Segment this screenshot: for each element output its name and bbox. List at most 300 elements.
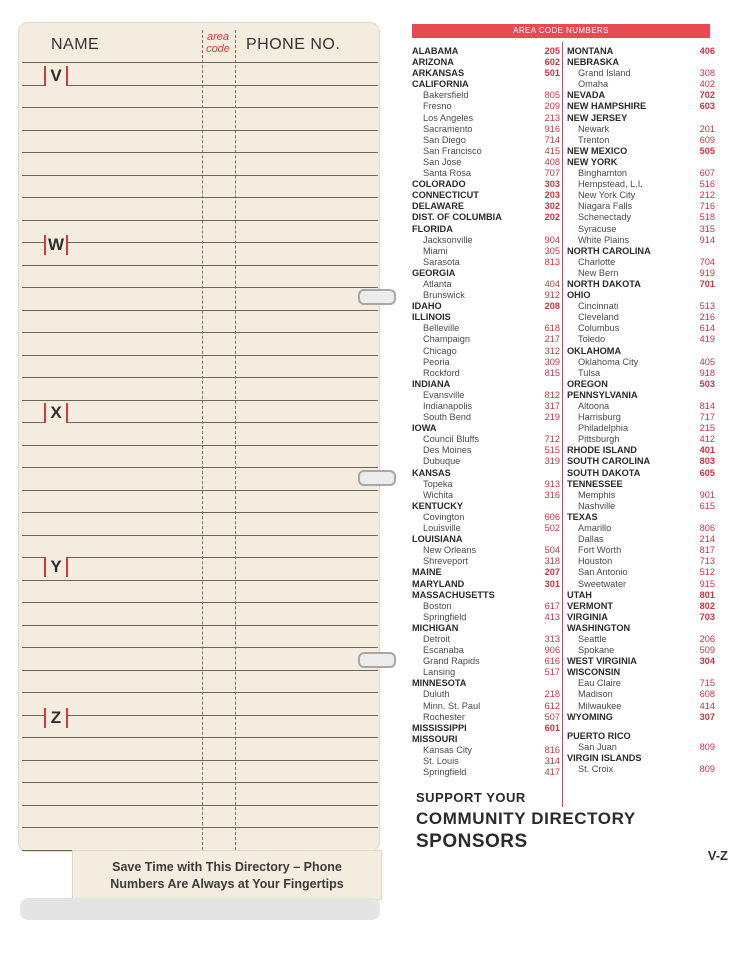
state-entry [567,456,715,467]
slogan [73,859,381,893]
state-entry [567,246,715,257]
city-entry [567,368,715,379]
state-entry [412,57,560,68]
state-name: OHIO [567,290,591,301]
area-code: 703 [699,611,715,622]
city-entry [412,701,560,712]
city-name: Grand Island [578,68,631,79]
city-entry [412,390,560,401]
area-code: 417 [544,767,560,778]
city-name: Madison [578,689,613,700]
state-entry [412,678,560,689]
city-name: Dubuque [423,456,461,467]
state-name: IOWA [412,423,437,434]
state-name: NORTH CAROLINA [567,245,651,256]
city-name: Shreveport [423,556,468,567]
state-name: CALIFORNIA [412,79,469,90]
ruled-line [22,242,378,243]
city-name: Springfield [423,767,467,778]
state-entry [567,479,715,490]
state-name: ALABAMA [412,46,459,56]
letter-tab-v: V [44,66,68,86]
state-entry [412,68,560,79]
area-code: 612 [544,700,560,711]
city-entry [567,190,715,201]
state-name: WYOMING [567,711,613,722]
city-entry [412,412,560,423]
area-code: 512 [699,567,715,578]
area-code: 301 [544,578,560,589]
state-entry [412,301,560,312]
city-name: Cincinnati [578,301,619,312]
letter-tab-x: X [44,403,68,423]
city-entry [567,490,715,501]
state-entry [412,734,560,745]
ruled-line [22,512,378,513]
area-code: 317 [544,401,560,411]
city-entry [412,689,560,700]
area-code: 207 [544,567,560,578]
state-name: NEBRASKA [567,57,620,68]
ruled-line [22,265,378,266]
ruled-line [22,400,378,401]
city-entry [412,257,560,268]
state-entry [412,468,560,479]
city-entry [412,634,560,645]
state-entry [567,113,715,124]
area-code: 318 [544,556,560,567]
area-code: 609 [699,134,715,145]
city-entry [412,323,560,334]
state-name: DIST. OF COLUMBIA [412,212,502,223]
state-name: VIRGINIA [567,611,608,622]
area-code: 809 [699,741,715,752]
city-name: San Antonio [578,567,628,578]
state-name: PENNSYLVANIA [567,389,638,400]
state-entry [412,46,560,57]
state-name: KANSAS [412,467,451,478]
state-name: MISSISSIPPI [412,722,467,733]
city-entry [412,334,560,345]
area-code: 509 [699,645,715,656]
area-code: 218 [544,689,560,700]
ruled-line [22,310,378,311]
state-entry [412,179,560,190]
area-code: 601 [544,722,560,733]
state-name: GEORGIA [412,267,456,278]
city-entry [567,224,715,235]
state-entry [412,379,560,390]
city-name: Houston [578,556,613,567]
city-name: South Bend [423,412,472,423]
area-code: 817 [699,545,715,556]
city-name: White Plains [578,234,630,245]
state-entry [567,390,715,401]
city-entry [567,412,715,423]
city-name: Rochester [423,711,465,722]
city-name: Sacramento [423,123,473,134]
area-code: 813 [544,256,560,267]
state-name: MISSOURI [412,733,458,744]
area-code: 716 [699,201,715,212]
city-name: Omaha [578,79,609,90]
letter-tab-z: Z [44,708,68,728]
city-entry [567,68,715,79]
city-entry [412,645,560,656]
spacer [567,723,715,731]
ruled-line [22,625,378,626]
area-code: 406 [699,46,715,56]
area-code: 616 [544,656,560,667]
city-entry [567,634,715,645]
city-entry [567,742,715,753]
city-entry [412,235,560,246]
city-name: Spokane [578,645,615,656]
city-name: Altoona [578,401,610,411]
city-name: Bakersfield [423,90,469,101]
state-name: UTAH [567,589,592,600]
area-code: 606 [544,511,560,522]
city-entry [412,124,560,135]
area-code: 216 [699,312,715,323]
area-code: 714 [544,134,560,145]
state-entry [412,201,560,212]
area-code: 214 [699,534,715,545]
area-code: 217 [544,334,560,345]
city-entry [412,745,560,756]
city-name: Grand Rapids [423,656,480,667]
state-entry [567,612,715,623]
city-entry [567,334,715,345]
state-name: NEW MEXICO [567,145,628,156]
state-name: CONNECTICUT [412,190,479,201]
state-entry [412,423,560,434]
state-entry [567,146,715,157]
city-name: Cleveland [578,312,619,323]
city-name: Wichita [423,489,454,500]
city-entry [567,434,715,445]
city-name: San Jose [423,156,462,167]
area-code: 904 [544,234,560,245]
area-code: 608 [699,689,715,700]
state-name: IDAHO [412,301,442,312]
city-entry [412,168,560,179]
city-name: Kansas City [423,744,473,755]
city-name: Fresno [423,101,452,112]
state-entry [567,279,715,290]
area-code: 816 [544,744,560,755]
area-code: 918 [699,367,715,378]
ruled-line [22,557,378,558]
city-name: Indianapolis [423,401,473,411]
state-name: PUERTO RICO [567,730,631,741]
area-code: 305 [544,245,560,256]
city-name: Oklahoma City [578,356,639,367]
binder-ring [358,289,396,305]
area-code: 605 [699,467,715,478]
area-code: 312 [544,345,560,356]
area-code: 402 [699,79,715,90]
city-name: Pittsburgh [578,434,620,445]
area-code: 316 [544,489,560,500]
area-code: 517 [544,667,560,678]
slogan-line-1: Save Time with This Directory – Phone [112,860,342,874]
city-entry [412,456,560,467]
city-entry [567,701,715,712]
area-code: 805 [544,90,560,101]
state-name: DELAWARE [412,201,465,212]
state-name: WEST VIRGINIA [567,656,637,667]
area-code: 507 [544,711,560,722]
city-name: Springfield [423,611,467,622]
area-code: 712 [544,434,560,445]
area-code: 408 [544,156,560,167]
state-entry [567,623,715,634]
city-name: Evansville [423,389,465,400]
city-entry [412,290,560,301]
city-entry [567,678,715,689]
section-label: V-Z [707,848,728,863]
area-code: 915 [699,578,715,589]
city-name: Belleville [423,323,460,334]
city-entry [412,545,560,556]
city-name: Boston [423,600,452,611]
area-code: 314 [544,756,560,766]
area-code: 502 [544,523,560,534]
state-name: VIRGIN ISLANDS [567,752,642,763]
area-code-column-left [412,46,560,778]
state-entry [567,753,715,764]
sponsor-notice [416,790,728,863]
city-entry [412,756,560,767]
city-entry [567,323,715,334]
area-code: 404 [544,278,560,289]
area-code: 614 [699,323,715,334]
city-entry [412,90,560,101]
city-entry [412,523,560,534]
area-code: 618 [544,323,560,334]
state-entry [567,346,715,357]
state-entry [412,534,560,545]
city-name: Council Bluffs [423,434,480,445]
ruled-line [22,130,378,131]
state-name: MASSACHUSETTS [412,589,495,600]
city-entry [412,490,560,501]
area-code: 315 [699,223,715,234]
state-entry [412,268,560,279]
city-name: Detroit [423,633,451,644]
area-code: 912 [544,290,560,301]
city-name: Covington [423,511,465,522]
state-name: NEW YORK [567,156,618,167]
area-code: 505 [699,145,715,156]
area-code: 801 [699,589,715,600]
city-name: Fort Worth [578,545,622,556]
column-divider [202,30,203,850]
state-name: MARYLAND [412,578,465,589]
area-code: 515 [544,445,560,456]
ruled-line [22,377,378,378]
state-entry [412,623,560,634]
city-entry [412,113,560,124]
city-entry [412,656,560,667]
state-name: RHODE ISLAND [567,445,637,456]
area-code: 302 [544,201,560,212]
city-entry [567,79,715,90]
state-name: WASHINGTON [567,622,631,633]
ruled-line [22,220,378,221]
area-code: 414 [699,700,715,711]
state-name: MAINE [412,567,442,578]
area-code-column-right [567,46,715,775]
city-entry [412,246,560,257]
state-name: MINNESOTA [412,678,467,689]
area-code: 702 [699,90,715,101]
state-entry [412,590,560,601]
city-entry [567,212,715,223]
card-holder-tray [20,898,380,920]
area-code: 309 [544,356,560,367]
state-name: SOUTH CAROLINA [567,456,651,467]
ruled-line [22,670,378,671]
city-entry [567,235,715,246]
area-code: 303 [544,179,560,190]
ruled-line [22,152,378,153]
city-entry [567,124,715,135]
area-code: 501 [544,68,560,79]
area-code: 701 [699,278,715,289]
city-name: San Diego [423,134,466,145]
city-entry [412,346,560,357]
area-code: 602 [544,57,560,68]
state-name: WISCONSIN [567,667,621,678]
city-entry [412,767,560,778]
ruled-line [22,490,378,491]
area-code: 215 [699,423,715,434]
city-name: Charlotte [578,256,616,267]
state-name: ILLINOIS [412,312,451,323]
ruled-line [22,85,378,86]
area-code: 413 [544,611,560,622]
city-entry [412,667,560,678]
state-name: NORTH DAKOTA [567,278,641,289]
city-entry [567,401,715,412]
city-entry [412,434,560,445]
ruled-line [22,827,378,828]
state-name: NEW HAMPSHIRE [567,101,647,112]
city-entry [412,357,560,368]
state-name: MICHIGAN [412,622,459,633]
city-name: Eau Claire [578,678,621,689]
area-code: 916 [544,123,560,134]
city-name: Lansing [423,667,456,678]
area-code: 704 [699,256,715,267]
city-name: Nashville [578,500,616,511]
area-code: 707 [544,168,560,179]
ruled-line [22,737,378,738]
state-name: TEXAS [567,511,598,522]
city-name: Niagara Falls [578,201,633,212]
state-entry [567,468,715,479]
city-entry [412,601,560,612]
phone-column-header: PHONE NO. [246,36,341,53]
city-entry [412,612,560,623]
city-name: Hempstead, L.I. [578,179,643,190]
directory-card [18,22,380,852]
area-code: 717 [699,412,715,423]
city-entry [567,764,715,775]
area-code: 208 [544,301,560,312]
city-entry [567,545,715,556]
city-entry [567,168,715,179]
state-entry [567,379,715,390]
area-code: 203 [544,190,560,201]
area-code: 713 [699,556,715,567]
state-entry [567,712,715,723]
state-entry [567,512,715,523]
city-entry [567,268,715,279]
city-name: Amarillo [578,523,612,534]
state-entry [412,224,560,235]
state-name: ARIZONA [412,57,454,68]
ruled-line [22,355,378,356]
letter-tab-y: Y [44,557,68,577]
ruled-line [22,62,378,63]
city-entry [412,146,560,157]
state-entry [567,445,715,456]
city-entry [567,179,715,190]
state-name: NEW JERSEY [567,112,628,123]
area-code-title-bar: AREA CODE NUMBERS [412,24,710,38]
area-code: 206 [699,633,715,644]
city-name: Champaign [423,334,470,345]
city-entry [412,512,560,523]
ruled-line [22,197,378,198]
city-name: San Francisco [423,145,482,156]
state-name: OKLAHOMA [567,345,622,356]
city-entry [567,201,715,212]
state-name: KENTUCKY [412,500,464,511]
city-entry [412,556,560,567]
city-entry [412,279,560,290]
binder-ring [358,652,396,668]
area-code: 401 [699,445,715,456]
ruled-line [22,760,378,761]
area-code: 901 [699,489,715,500]
state-name: SOUTH DAKOTA [567,467,641,478]
city-name: Topeka [423,478,453,489]
city-name: Minn. St. Paul [423,700,481,711]
letter-tab-w: W [44,235,68,255]
area-code-column-header: area code [206,31,230,55]
city-entry [567,579,715,590]
city-entry [567,567,715,578]
state-entry [412,579,560,590]
state-entry [567,731,715,742]
ruled-line [22,175,378,176]
state-entry [567,57,715,68]
city-name: Philadelphia [578,423,629,434]
area-code: 914 [699,234,715,245]
ruled-line [22,332,378,333]
city-entry [567,556,715,567]
city-name: Tulsa [578,367,601,378]
ruled-line [22,107,378,108]
area-code: 405 [699,356,715,367]
city-name: Trenton [578,134,610,145]
city-entry [567,534,715,545]
state-entry [412,79,560,90]
